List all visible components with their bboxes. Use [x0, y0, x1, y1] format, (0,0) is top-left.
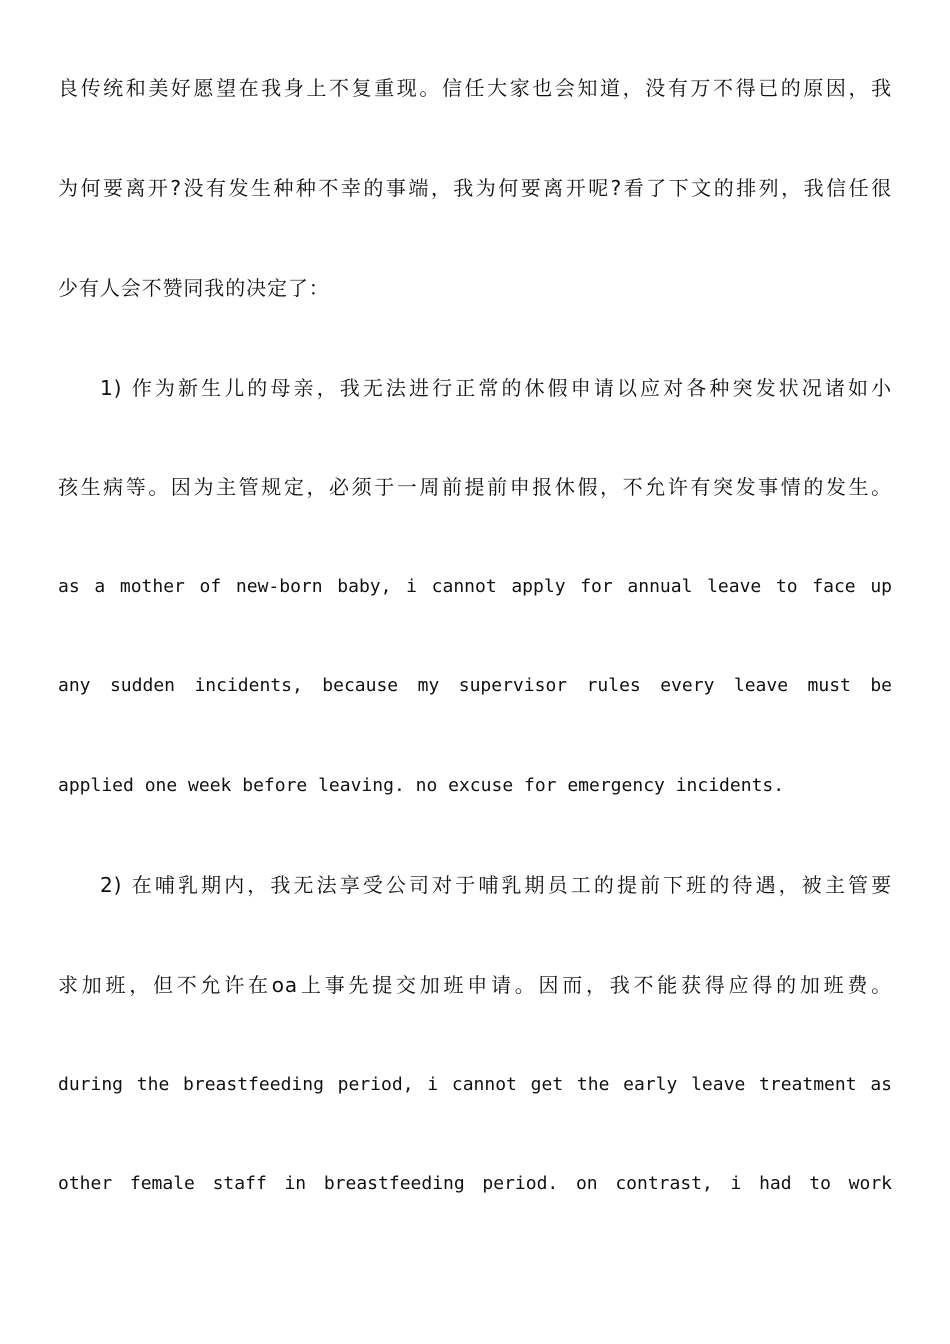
item-1-english-line-1: as a mother of new-born baby, i cannot apply for annual leave to face up [58, 576, 892, 597]
item-1-line-1: 1) 作为新生儿的母亲，我无法进行正常的休假申请以应对各种突发状况诸如小 [100, 376, 892, 400]
item-2-english-line-2: other female staff in breastfeeding period. on contrast, i had to work [58, 1173, 892, 1194]
item-1-line-2: 孩生病等。因为主管规定，必须于一周前提前申报休假，不允许有突发事情的发生。 [58, 475, 892, 499]
item-1-english-line-2: any sudden incidents, because my supervisor rules every leave must be [58, 675, 892, 696]
item-2-line-2: 求加班，但不允许在oa上事先提交加班申请。因而，我不能获得应得的加班费。 [58, 973, 892, 997]
text-line-3: 少有人会不赞同我的决定了： [58, 276, 330, 300]
text-line-1: 良传统和美好愿望在我身上不复重现。信任大家也会知道，没有万不得已的原因，我 [58, 76, 892, 100]
item-1-english-line-3: applied one week before leaving. no excuse for emergency incidents. [58, 775, 785, 796]
text-line-2: 为何要离开?没有发生种种不幸的事端，我为何要离开呢?看了下文的排列，我信任很 [58, 176, 892, 200]
item-2-english-line-1: during the breastfeeding period, i cannot get the early leave treatment as [58, 1074, 892, 1095]
item-2-line-1: 2) 在哺乳期内，我无法享受公司对于哺乳期员工的提前下班的待遇，被主管要 [100, 873, 892, 897]
